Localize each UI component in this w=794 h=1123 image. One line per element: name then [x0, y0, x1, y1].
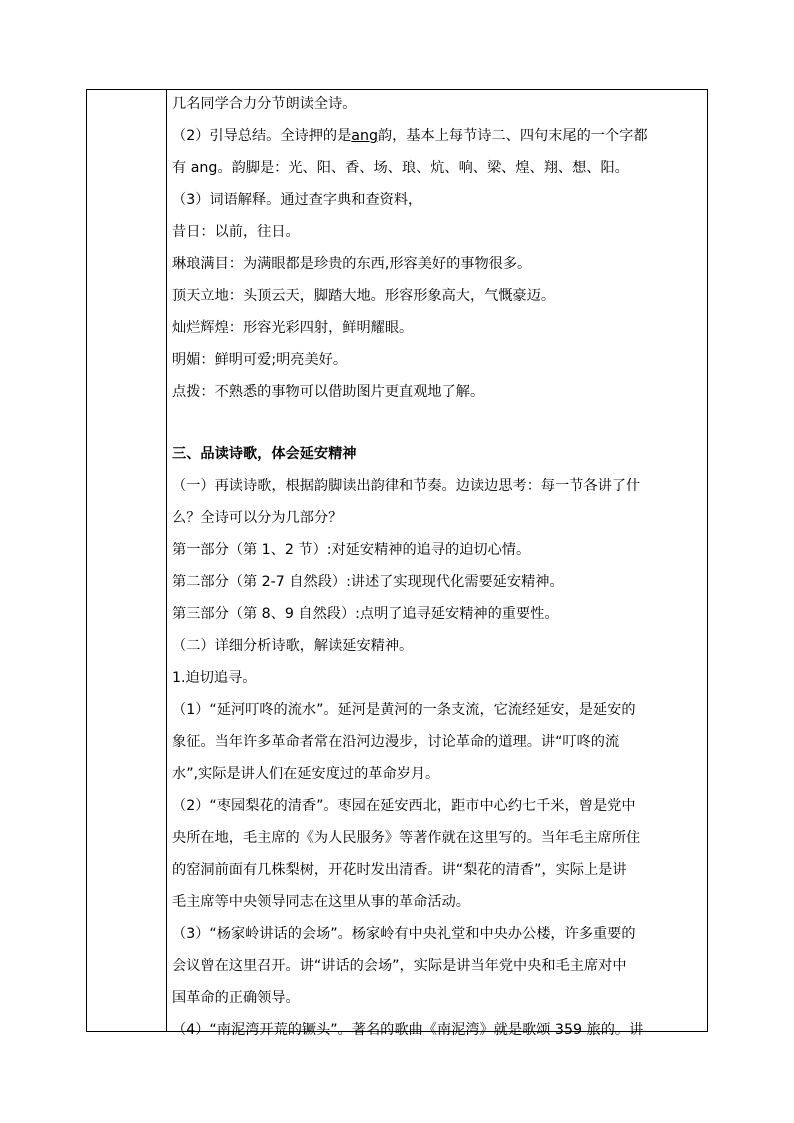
text-line: 象征。当年许多革命者常在沿河边漫步，讨论革命的道理。讲“叮咚的流: [172, 734, 620, 750]
text-line: 么？全诗可以分为几部分？: [172, 510, 343, 526]
text-line-rhyme: [172, 126, 704, 146]
text-line: 第一部分（第 1、2 节）:对延安精神的追寻的迫切心情。: [172, 542, 531, 558]
text-segment: （2）引导总结。全诗押的是: [172, 128, 352, 144]
text-line: 的窑洞前面有几株梨树，开花时发出清香。讲“梨花的清香”，实际上是讲: [172, 862, 627, 878]
section-heading: 三、品读诗歌，体会延安精神: [172, 446, 357, 462]
text-line: 水”,实际是讲人们在延安度过的革命岁月。: [172, 766, 440, 782]
text-line: 央所在地，毛主席的《为人民服务》等著作就在这里写的。当年毛主席所住: [172, 830, 641, 846]
text-line: 琳琅满目：为满眼都是珍贵的东西,形容美好的事物很多。: [172, 256, 532, 272]
text-segment: 韵，基本上每节诗二、四句末尾的一个字都: [377, 128, 648, 144]
rhyme-ang: ang: [351, 128, 378, 144]
text-line: 会议曾在这里召开。讲“讲话的会场”，实际是讲当年党中央和毛主席对中: [172, 958, 627, 974]
table-left-column: [87, 90, 167, 1031]
text-line: （2）“枣园梨花的清香”。枣园在延安西北，距市中心约七千米，曾是党中: [172, 798, 636, 814]
text-line: （3）词语解释。通过查字典和查资料，: [172, 192, 423, 208]
text-line: 几名同学合力分节朗读全诗。: [172, 96, 357, 112]
text-line: 1.迫切追寻。: [172, 670, 257, 686]
text-line: （二）详细分析诗歌，解读延安精神。: [172, 638, 414, 654]
text-line: 有 ang。韵脚是：光、阳、香、场、琅、炕、响、梁、煌、翔、想、阳。: [172, 160, 629, 176]
text-line: 明媚：鲜明可爱;明亮美好。: [172, 352, 348, 368]
text-line: 灿烂辉煌：形容光彩四射，鲜明耀眼。: [172, 320, 414, 336]
text-line: （1）“延河叮咚的流水”。延河是黄河的一条支流，它流经延安，是延安的: [172, 702, 636, 718]
text-line: 昔日：以前，往日。: [172, 224, 300, 240]
text-line: 顶天立地：头顶云天，脚踏大地。形容形象高大，气慨豪迈。: [172, 288, 556, 304]
text-line: （3）“杨家岭讲话的会场”。杨家岭有中央礼堂和中央办公楼，许多重要的: [172, 926, 636, 942]
text-line: 毛主席等中央领导同志在这里从事的革命活动。: [172, 894, 470, 910]
text-line: 第二部分（第 2-7 自然段）:讲述了实现现代化需要延安精神。: [172, 574, 564, 590]
text-line: 国革命的正确领导。: [172, 990, 300, 1006]
text-line: （4）“南泥湾开荒的镢头”。著名的歌曲《南泥湾》就是歌颂 359 旅的。讲: [172, 1022, 644, 1038]
text-line: 第三部分（第 8、9 自然段）:点明了追寻延安精神的重要性。: [172, 606, 559, 622]
text-line: （一）再读诗歌，根据韵脚读出韵律和节奏。边读边思考：每一节各讲了什: [172, 478, 641, 494]
text-line: 点拨：不熟悉的事物可以借助图片更直观地了解。: [172, 384, 485, 400]
